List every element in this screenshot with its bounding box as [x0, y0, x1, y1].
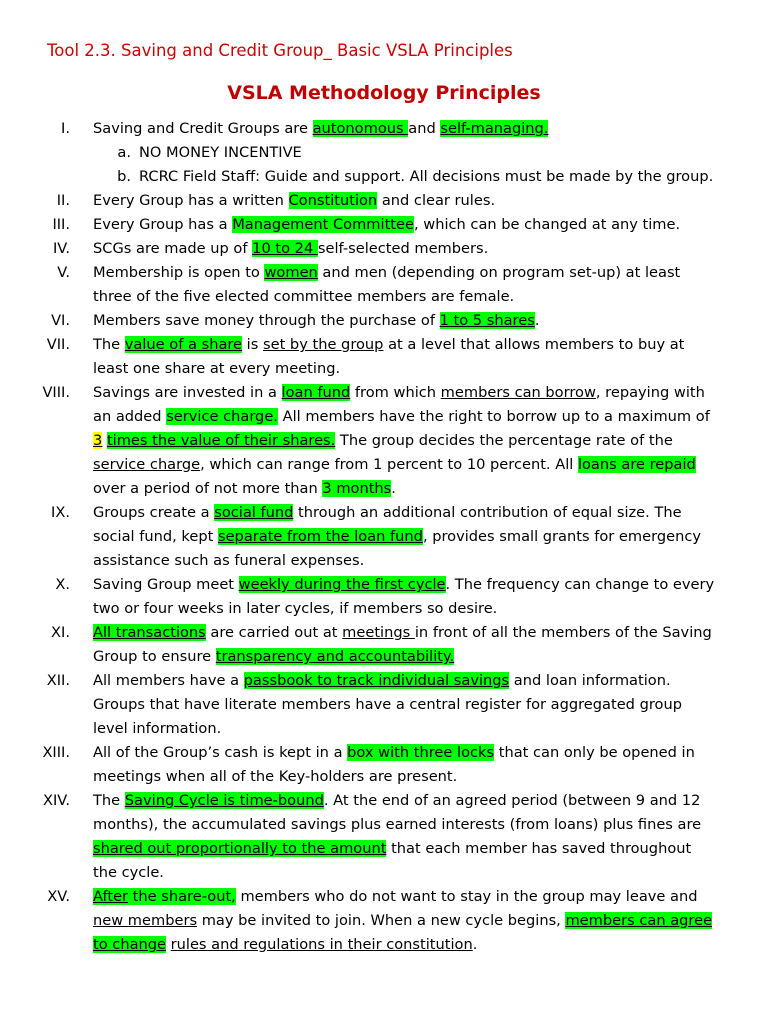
sub-item-letter: a. — [117, 144, 131, 161]
list-item: XIII. All of the Group’s cash is kept in a box with three locks that can only be opened in meetings when all of the Key-holders are present. — [0, 741, 717, 789]
list-item: IV. SCGs are made up of 10 to 24 self-selected members. — [0, 237, 717, 261]
list-item: II. Every Group has a written Constitution and clear rules. — [0, 189, 717, 213]
highlight-text: service charge. — [166, 408, 278, 425]
highlight-text: transparency and accountability. — [215, 648, 455, 665]
list-item: V. Membership is open to women and men (depending on program set-up) at least three of the five elected committee members are female. — [0, 261, 717, 309]
highlight-text: 10 to 24 — [252, 240, 318, 257]
sub-list-item: a. NO MONEY INCENTIVE — [0, 141, 729, 165]
principles-list — [0, 117, 768, 957]
highlight-text: box with three locks — [347, 744, 495, 761]
item-number: XI. — [51, 624, 70, 641]
underlined-text: new members — [93, 912, 198, 929]
list-item: XII. All members have a passbook to track individual savings and loan information. Groups that have literate members have a central register for aggregated group level information. — [0, 669, 717, 741]
highlight-text: value of a share — [124, 336, 243, 353]
yellow-highlight-text: 3 — [93, 432, 103, 449]
item-number: II. — [56, 192, 70, 209]
highlight-text: Management Committee — [232, 216, 414, 233]
highlight-text: members can agree to change — [93, 912, 713, 953]
page-title: VSLA Methodology Principles — [227, 82, 541, 104]
highlight-text: After — [93, 888, 129, 905]
list-item: VIII. Savings are invested in a loan fund from which members can borrow, repaying with an added service charge. All members have the right to borrow up to a maximum of 3 times the value of their shares. The group decides the percentage rate of the service charge, which can range from 1 percent to 10 percent. All loans are repaid over a period of not more than 3 months. — [0, 381, 717, 501]
underlined-text: members can borrow — [440, 384, 596, 401]
highlight-text: social fund — [214, 504, 294, 521]
item-number: X. — [55, 576, 70, 593]
highlight-text: Saving Cycle is time-bound — [124, 792, 324, 809]
list-item: VI. Members save money through the purchase of 1 to 5 shares. — [0, 309, 717, 333]
list-item: XV. After the share-out, members who do not want to stay in the group may leave and new members may be invited to join. When a new cycle begins, members can agree to change rules and regulations in their constitution. — [0, 885, 717, 957]
underlined-text: set by the group — [262, 336, 384, 353]
list-item: VII. The value of a share is set by the group at a level that allows members to buy at least one share at every meeting. — [0, 333, 717, 381]
highlight-text: the share-out, — [128, 888, 236, 905]
item-number: I. — [61, 120, 70, 137]
item-number: IV. — [52, 240, 70, 257]
item-number: XV. — [47, 888, 70, 905]
item-number: VII. — [46, 336, 70, 353]
item-number: III. — [52, 216, 70, 233]
highlight-text: autonomous — [312, 120, 409, 137]
list-item: I. Saving and Credit Groups are autonomous and self-managing. — [0, 117, 717, 141]
highlight-text: times the value of their shares. — [106, 432, 336, 449]
highlight-text: loan fund — [281, 384, 351, 401]
highlight-text: weekly during the first cycle — [238, 576, 446, 593]
underlined-text: rules and regulations in their constitution — [170, 936, 473, 953]
sub-item-letter: b. — [117, 168, 131, 185]
list-item: III. Every Group has a Management Committee, which can be changed at any time. — [0, 213, 717, 237]
highlight-text: women — [264, 264, 318, 281]
highlight-text: separate from the loan fund — [217, 528, 423, 545]
list-item: XI. All transactions are carried out at meetings in front of all the members of the Saving Group to ensure transparency and accountability. — [0, 621, 717, 669]
highlight-text: 1 to 5 shares — [439, 312, 535, 329]
item-number: IX. — [51, 504, 70, 521]
highlight-text: passbook to track individual savings — [243, 672, 510, 689]
underlined-text: meetings — [342, 624, 415, 641]
highlight-text: self-managing. — [440, 120, 549, 137]
highlight-text: Constitution — [288, 192, 378, 209]
tool-title: Tool 2.3. Saving and Credit Group_ Basic VSLA Principles — [47, 41, 513, 60]
list-item: XIV. The Saving Cycle is time-bound. At the end of an agreed period (between 9 and 12 months), the accumulated savings plus earned interests (from loans) plus fines are shared out proportionally to the amount that each member has saved throughout the cycle. — [0, 789, 717, 885]
item-number: VIII. — [42, 384, 70, 401]
highlight-text: loans are repaid — [577, 456, 696, 473]
underlined-text: service charge — [93, 456, 201, 473]
item-number: XII. — [46, 672, 70, 689]
highlight-text: 3 months — [322, 480, 392, 497]
item-number: VI. — [51, 312, 70, 329]
list-item: IX. Groups create a social fund through an additional contribution of equal size. The social fund, kept separate from the loan fund, provides small grants for emergency assistance such as funeral expenses. — [0, 501, 717, 573]
sub-list-item: b. RCRC Field Staff: Guide and support. All decisions must be made by the group. — [0, 165, 729, 189]
item-number: XIII. — [42, 744, 70, 761]
item-number: XIV. — [42, 792, 70, 809]
item-number: V. — [57, 264, 70, 281]
highlight-text: All transactions — [93, 624, 206, 641]
highlight-text: shared out proportionally to the amount — [93, 840, 387, 857]
list-item: X. Saving Group meet weekly during the first cycle. The frequency can change to every two or four weeks in later cycles, if members so desire. — [0, 573, 717, 621]
